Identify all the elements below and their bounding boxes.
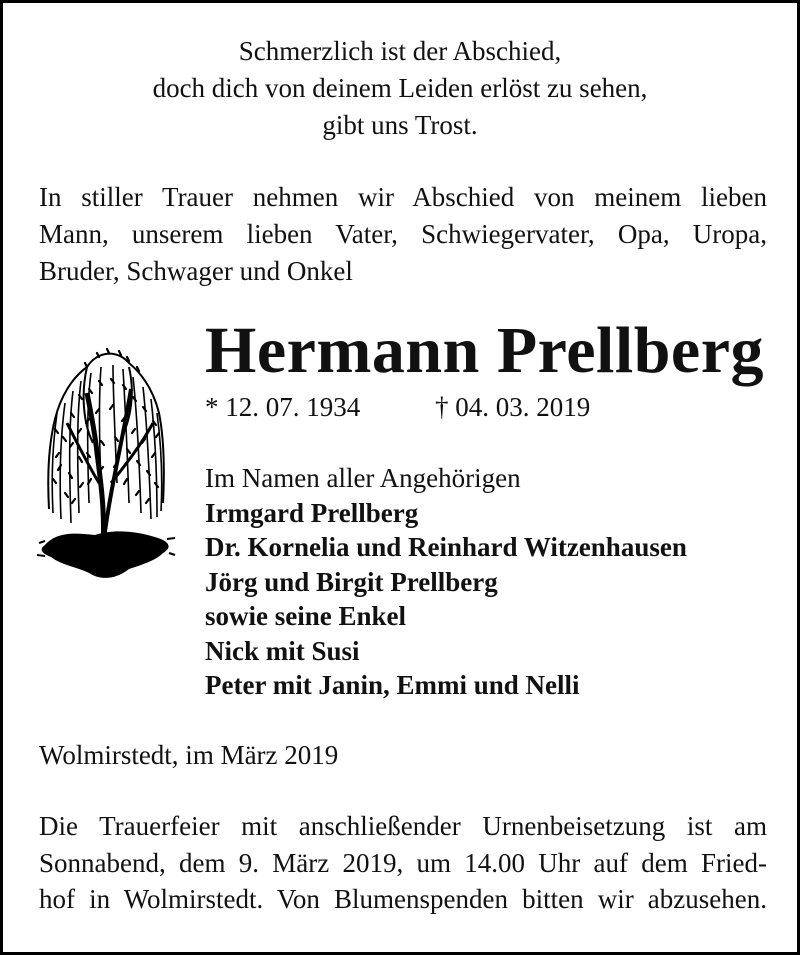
weeping-willow-icon [37, 333, 177, 593]
mourner-name: Irmgard Prellberg [205, 497, 419, 528]
intro-line: In stiller Trauer nehmen wir Abschied von meinem lieben [39, 182, 767, 212]
birth-date: * 12. 07. 1934 [205, 392, 361, 422]
epigraph [3, 33, 797, 144]
intro-line: Mann, unserem lieben Vater, Schwiegervater, Opa, Uropa, [39, 219, 767, 249]
ceremony-line: hof in Wolmirstedt. Von Blumenspenden bitten wir abzusehen. [39, 884, 767, 914]
place-date: Wolmirstedt, im März 2019 [39, 740, 339, 770]
deceased-name: Hermann Prellberg [205, 314, 764, 387]
intro-text [39, 179, 767, 290]
mourner-name: Dr. Kornelia und Reinhard Witzenhausen [205, 532, 687, 562]
ceremony-text [39, 808, 767, 918]
mourners-list [205, 461, 687, 703]
epigraph-line: Schmerzlich ist der Abschied, [238, 36, 562, 66]
mourner-name: Peter mit Janin, Emmi und Nelli [205, 670, 580, 700]
intro-line: Bruder, Schwager und Onkel [39, 256, 353, 286]
ceremony-line: Die Trauerfeier mit anschließender Urnenbeisetzung ist am [39, 811, 767, 841]
mourner-name: Nick mit Susi [205, 635, 360, 666]
epigraph-line: gibt uns Trost. [322, 110, 478, 140]
death-date: † 04. 03. 2019 [435, 392, 591, 422]
epigraph-line: doch dich von deinem Leiden erlöst zu sehen, [152, 73, 648, 103]
mourners-lead: Im Namen aller Angehörigen [205, 463, 521, 493]
ceremony-line: Sonnabend, dem 9. März 2019, um 14.00 Uhr auf dem Fried- [39, 847, 767, 878]
life-dates [205, 389, 591, 426]
mourner-name: Jörg und Birgit Prellberg [205, 566, 498, 597]
mourner-name: sowie seine Enkel [205, 601, 407, 631]
